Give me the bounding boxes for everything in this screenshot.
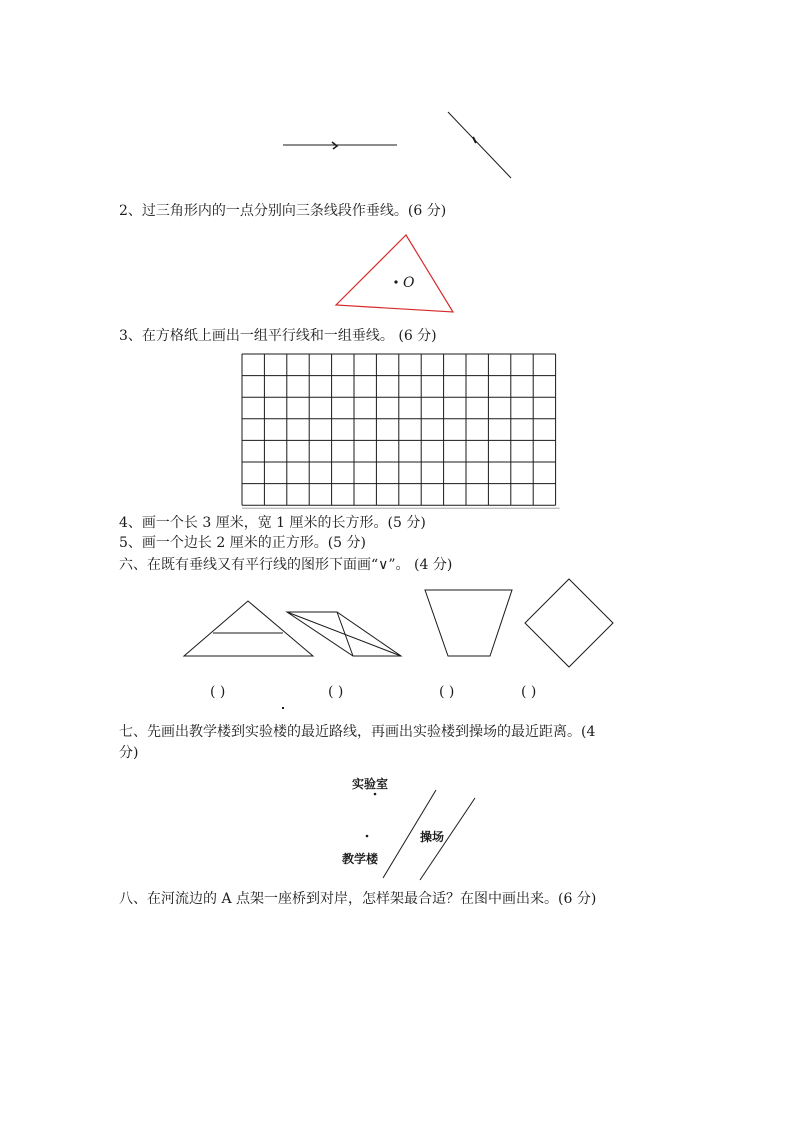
point-o-label: O <box>403 275 415 291</box>
question-7-line-2: 分) <box>119 745 139 761</box>
answer-blank-3[interactable]: ( ) <box>439 684 455 700</box>
map-figure <box>350 780 490 885</box>
question-2: 2、过三角形内的一点分别向三条线段作垂线。(6 分) <box>119 203 447 219</box>
answer-blank-2[interactable]: ( ) <box>328 684 344 700</box>
teaching-building-label: 教学楼 <box>342 852 379 866</box>
field-label: 操场 <box>420 830 445 844</box>
answer-blank-4[interactable]: ( ) <box>521 684 537 700</box>
river-bank-right <box>420 798 475 880</box>
diagonal-segment-point <box>473 137 476 143</box>
teaching-building-point <box>366 835 369 838</box>
question-8: 八、在河流边的 A 点架一座桥到对岸，怎样架最合适？在图中画出来。(6 分) <box>119 891 597 907</box>
triangle <box>336 235 453 312</box>
shape-trapezoid <box>425 590 512 656</box>
diagonal-segment <box>448 112 511 178</box>
point-o-dot <box>394 280 397 283</box>
river-bank-left <box>383 790 436 878</box>
question-5: 5、画一个边长 2 厘米的正方形。(5 分) <box>119 535 366 551</box>
answer-blank-1[interactable]: ( ) <box>210 684 226 700</box>
stray-dot <box>282 707 284 709</box>
question-6: 六、在既有垂线又有平行线的图形下面画“∨”。 (4 分) <box>119 557 453 573</box>
grid-paper <box>240 353 562 509</box>
shape-triangle <box>184 601 313 656</box>
lab-label: 实验室 <box>352 777 389 791</box>
triangle-figure <box>330 228 460 318</box>
shapes-figure <box>180 575 620 675</box>
question-3: 3、在方格纸上画出一组平行线和一组垂线。 (6 分) <box>119 328 437 344</box>
shape-square <box>525 579 613 667</box>
question-7-line-1: 七、先画出教学楼到实验楼的最近路线，再画出实验楼到操场的最近距离。(4 <box>119 724 596 740</box>
shape-parallelogram <box>287 612 401 656</box>
question-4: 4、画一个长 3 厘米，宽 1 厘米的长方形。(5 分) <box>119 515 426 531</box>
segment-figures <box>270 100 530 185</box>
lab-point <box>374 793 377 796</box>
